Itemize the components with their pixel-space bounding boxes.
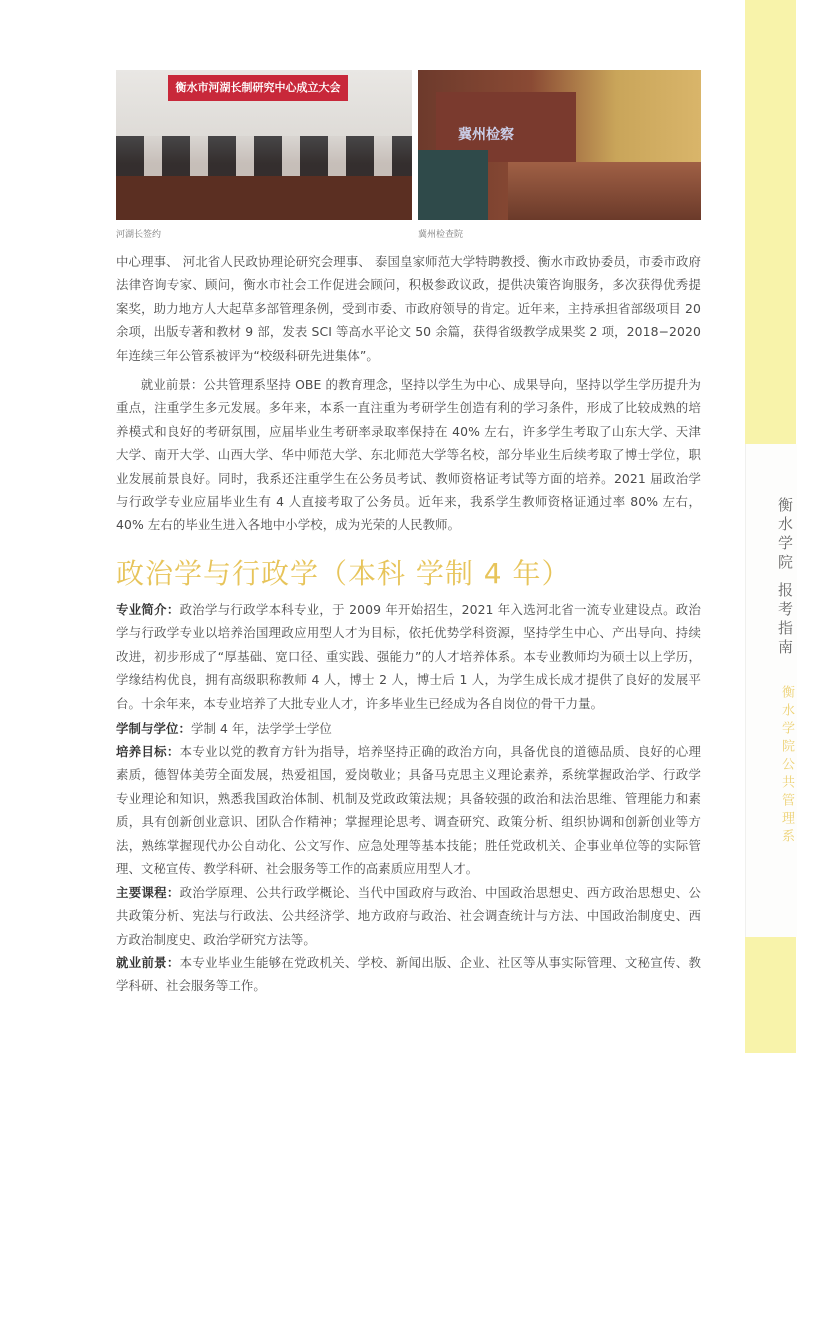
major-courses-label: 主要课程： xyxy=(116,885,180,900)
photo-caption-right: 冀州检查院 xyxy=(418,230,464,240)
photo-jizhou-procuratorate xyxy=(418,70,701,220)
faculty-achievements-paragraph: 中心理事、 河北省人民政协理论研究会理事、 泰国皇家师范大学特聘教授、衡水市政协委员，市委市政府法律咨询专家、顾问，衡水市社会工作促进会顾问，积极参政议政，提供决策咨询服务，多次获得优秀提案奖，助力地方人大起草多部管理条例，受到市委、市政府领导的肯定。近年来，主持承担省部级项目 20 余项，出版专著和教材 9 部，发表 SCI 等高水平论文 50 余篇，获得省级教学成果奖 2 项，2018−2020 年连续三年公管系被评为“校级科研先进集体”。 xyxy=(116,254,701,363)
photo-conference-table xyxy=(508,162,701,220)
photo-chairs xyxy=(418,150,488,220)
major-degree xyxy=(116,717,701,740)
major-career-label: 就业前景： xyxy=(116,955,180,970)
sidebar-accent-top xyxy=(745,0,796,444)
photo-table xyxy=(116,176,412,220)
photo-people xyxy=(116,136,412,176)
major-career-text: 本专业毕业生能够在党政机关、学校、新闻出版、企业、社区等从事实际管理、文秘宣传、教学科研、社会服务等工作。 xyxy=(116,955,702,994)
major-intro xyxy=(116,598,701,715)
sidebar-subtitle: 衡水学院公共管理系 xyxy=(779,685,794,847)
sidebar-title: 衡水学院 报考指南 xyxy=(776,497,794,658)
major-courses-text: 政治学原理、公共行政学概论、当代中国政府与政治、中国政治思想史、西方政治思想史、公共政策分析、宪法与行政法、公共经济学、地方政府与政治、社会调查统计与方法、中国政治制度史、西方政治制度史、政治学研究方法等。 xyxy=(116,885,702,947)
department-career-paragraph: 就业前景：公共管理系坚持 OBE 的教育理念，坚持以学生为中心、成果导向，坚持以学生学历提升为重点，注重学生多元发展。多年来，本系一直注重为考研学生创造有利的学习条件，形成了比较成熟的培养模式和良好的考研氛围，应届毕业生考研率录取率保持在 40% 左右，许多学生考取了山东大学、天津大学、南开大学、山西大学、华中师范大学、东北师范大学等名校，部分毕业生后续考取了博士学位，职业发展前景良好。同时，我系还注重学生在公务员考试、教师资格证考试等方面的培养。2021 届政治学与行政学专业应届毕业生有 4 人直接考取了公务员。近年来，我系学生教师资格证通过率 80% 左右，40% 左右的毕业生进入各地中小学校，成为光荣的人民教师。 xyxy=(116,377,701,533)
photo-banner: 衡水市河湖长制研究中心成立大会 xyxy=(168,75,348,101)
major-courses xyxy=(116,881,701,951)
major-intro-text: 政治学与行政学本科专业，于 2009 年开始招生，2021 年入选河北省一流专业建设点。政治学与行政学专业以培养治国理政应用型人才为目标，依托优势学科资源，坚持学生中心、产出导向、持续改进，初步形成了“厚基础、宽口径、重实践、强能力”的人才培养体系。本专业教师均为硕士以上学历，学缘结构优良，拥有高级职称教师 4 人，博士 2 人，博士后 1 人，为学生成长成才提供了良好的发展平台。十余年来，本专业培养了大批专业人才，许多毕业生已经成为各自岗位的骨干力量。 xyxy=(116,602,702,711)
major-degree-text: 学制 4 年，法学学士学位 xyxy=(190,721,332,736)
photo-row xyxy=(116,70,701,220)
photo-river-lake-signing xyxy=(116,70,412,220)
major-goal-label: 培养目标： xyxy=(116,744,180,759)
major-goal xyxy=(116,740,701,880)
photo-caption-left: 河湖长签约 xyxy=(116,230,162,240)
major-career xyxy=(116,951,701,998)
major-goal-text: 本专业以党的教育方针为指导，培养坚持正确的政治方向，具备优良的道德品质、良好的心理素质，德智体美劳全面发展，热爱祖国，爱岗敬业；具备马克思主义理论素养，系统掌握政治学、行政学专业理论和知识，熟悉我国政治体制、机制及党政政策法规；具备较强的政治和法治思维、管理能力和素质，具有创新创业意识、团队合作精神；掌握理论思考、调查研究、政策分析、组织协调和创新创业等方法，熟练掌握现代办公自动化、公文写作、应急处理等基本技能；胜任党政机关、企事业单位等的实际管理、文秘宣传、教学科研、社会服务等工作的高素质应用型人才。 xyxy=(116,744,702,877)
photo-wall-text: 冀州检察 xyxy=(458,127,514,143)
major-degree-label: 学制与学位： xyxy=(116,721,191,736)
major-heading: 政治学与行政学（本科 学制 4 年） xyxy=(116,557,571,590)
major-intro-label: 专业简介： xyxy=(116,602,180,617)
sidebar-accent-bottom xyxy=(745,937,796,1053)
